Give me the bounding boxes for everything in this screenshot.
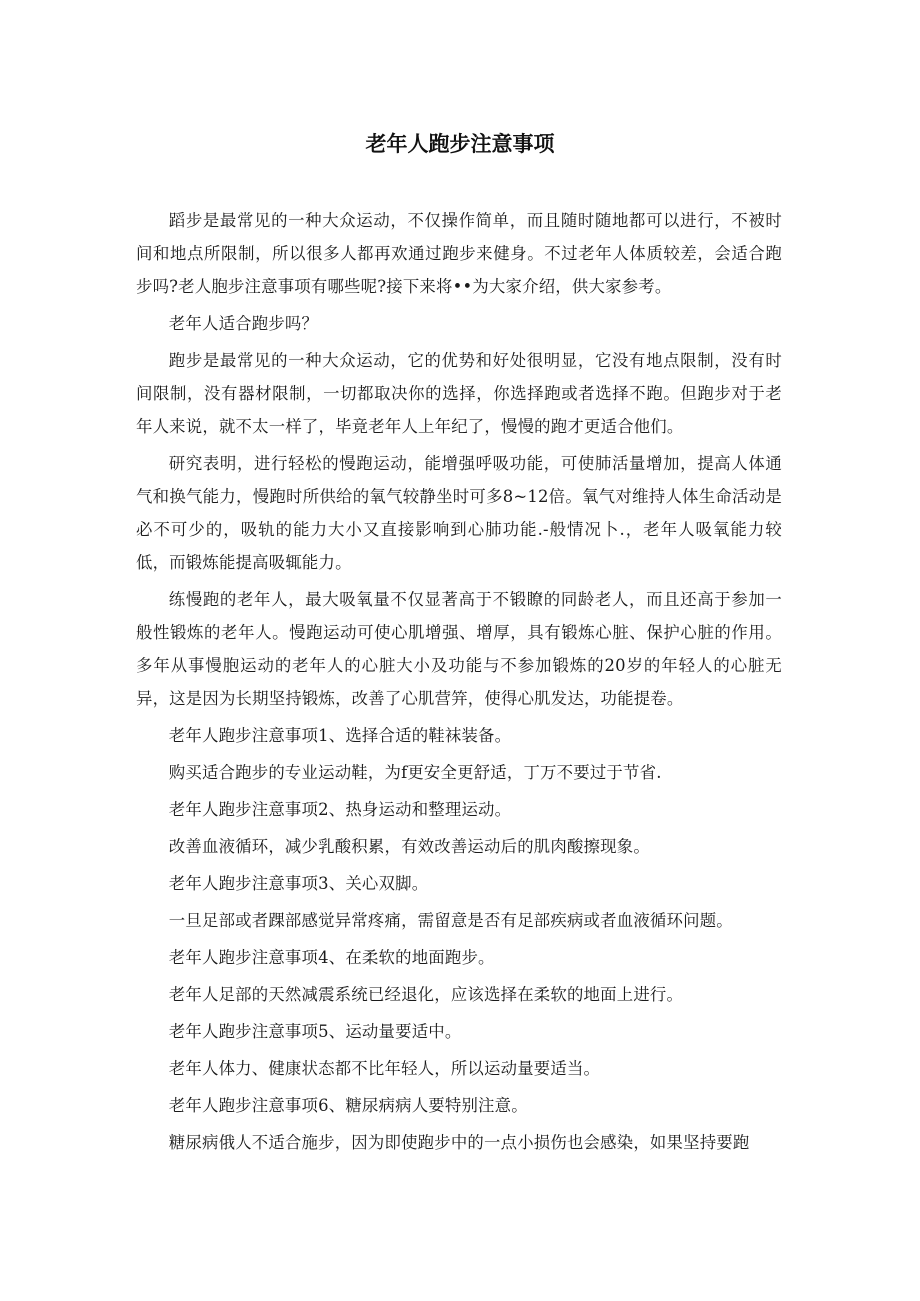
tip-text-2: 改善血液循环，减少乳酸积累，有效改善运动后的肌肉酸擦现象。 — [168, 837, 650, 856]
tip-text-1: 购买适合跑步的专业运动鞋，为f更安全更舒适，丁万不要过于节省. — [168, 763, 662, 782]
article-body — [136, 204, 782, 1159]
paragraph-research: 研究表明，进行轻松的慢跑运动，能增强呼吸功能，可使肺活量增加，提高人体通气和换气能力，慢跑时所供给的氧气较静坐时可多8~12倍。氧气对维持人体生命活动是必不可少的，吸轨的能力大小又直接影响到心肺功能.-般情况卜.，老年人吸氧能力较低，而锻炼能提高吸辄能力。 — [136, 454, 782, 572]
tip-heading-5: 老年人跑步注意事项5、运动量要适中。 — [168, 1022, 462, 1041]
tip-text-4: 老年人足部的天然减震系统已经退化，应该选择在柔软的地面上进行。 — [168, 985, 684, 1004]
tip-heading-3: 老年人跑步注意事项3、关心双脚。 — [168, 874, 429, 893]
page-title: 老年人跑步注意事项 — [365, 132, 555, 156]
paragraph-advantages: 跑步是最常见的一种大众运动，它的优势和好处很明显，它没有地点限制，没有时间限制，没有器材限制，一切都取决你的选择，你选择跑或者选择不跑。但跑步对于老年人来说，就不太一样了，毕竟老年人上年纪了，慢慢的跑才更适合他们。 — [136, 351, 782, 436]
tip-heading-4: 老年人跑步注意事项4、在柔软的地面跑步。 — [168, 948, 495, 967]
tip-text-5: 老年人体力、健康状态都不比年轻人，所以运动量要适当。 — [168, 1059, 601, 1078]
tip-text-3: 一旦足部或者踝部感觉异常疼痛，需留意是否有足部疾病或者血液循环问题。 — [168, 911, 733, 930]
tip-heading-6: 老年人跑步注意事项6、糖尿病病人要特别注意。 — [168, 1096, 528, 1115]
tip-heading-2: 老年人跑步注意事项2、热身运动和整理运动。 — [168, 800, 512, 819]
tip-text-6: 糖尿病俄人不适合施步，因为即使跑步中的一点小损伤也会感染，如果坚持要跑 — [168, 1133, 750, 1152]
paragraph-intro: 蹈步是最常见的一种大众运动，不仅操作简单，而且随时随地都可以进行，不被时间和地点所限制，所以很多人都再欢通过跑步来健身。不过老年人体质较差，会适合跑步吗?老人胞步注意事项有哪些呢?接下来将••为大家介绍，供大家参考。 — [136, 211, 782, 296]
tip-heading-1: 老年人跑步注意事项1、选择合适的鞋袜装备。 — [168, 726, 512, 745]
paragraph-heart-benefits: 练慢跑的老年人，最大吸氧量不仅显著高于不锻瞭的同龄老人，而且还高于参加一般性锻炼的老年人。慢跑运动可使心肌增强、增厚，具有锻炼心脏、保护心脏的作用。多年从事慢胞运动的老年人的心脏大小及功能与不参加锻炼的20岁的年轻人的心脏无异，这是因为长期坚持锻炼，改善了心肌营笄，使得心肌发达，功能提卷。 — [136, 590, 782, 708]
section-heading-suitability: 老年人适合跑步吗？ — [168, 314, 319, 333]
